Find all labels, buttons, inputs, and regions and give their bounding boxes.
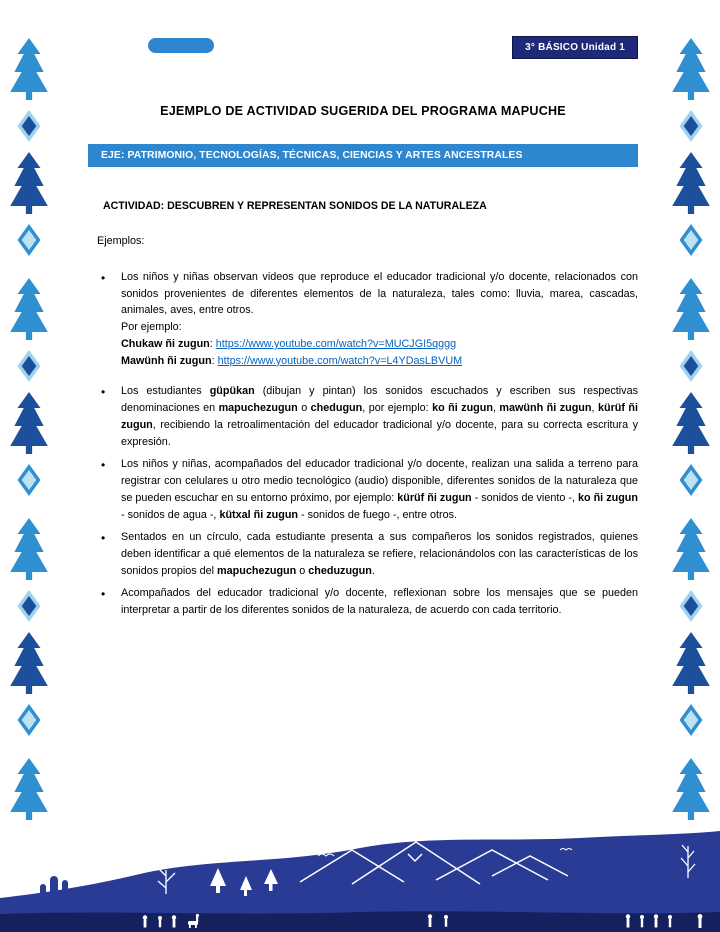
text-segment: Chukaw ñi zugun: [121, 337, 210, 350]
text-segment: kürüf ñi zugun: [397, 491, 472, 504]
activity-bullet: [97, 269, 638, 369]
text-segment: mawünh ñi zugun: [499, 402, 592, 415]
text-segment: Los estudiantes: [121, 385, 210, 398]
text-segment: Sentados en un círculo, cada estudiante presenta a sus compañeros los sonidos registrados, quienes deben identificar a qué elementos de la naturaleza se refiere, relacionándolos con las características de los sonidos propios del: [121, 531, 638, 577]
text-segment: :: [211, 354, 218, 367]
text-segment: (dibujan y pintan) los sonidos escuchados y escriben sus respectivas denominaciones en: [121, 385, 638, 415]
right-decorative-border: [668, 34, 714, 828]
text-segment: mapuchezugun: [218, 402, 298, 415]
text-segment: Por ejemplo:: [121, 321, 182, 334]
text-segment: - sonidos de fuego -, entre otros.: [298, 508, 458, 521]
text-segment: ,: [492, 402, 500, 415]
decorative-ribbon: [148, 38, 214, 53]
activity-bullet: [97, 585, 638, 618]
text-segment: o: [297, 402, 311, 415]
text-segment: Mawünh ñi zugun: [121, 354, 212, 367]
activity-list: [97, 269, 638, 619]
activity-bullet: [97, 529, 638, 579]
youtube-link[interactable]: https://www.youtube.com/watch?v=MUCJGI5qggg: [215, 337, 457, 350]
text-segment: güpükan: [209, 385, 255, 398]
eje-banner: EJE: PATRIMONIO, TECNOLOGÍAS, TÉCNICAS, CIENCIAS Y ARTES ANCESTRALES: [88, 144, 638, 167]
text-segment: - sonidos de agua -,: [121, 508, 220, 521]
unit-badge: 3° BÁSICO Unidad 1: [512, 36, 638, 59]
text-segment: - sonidos de viento -,: [471, 491, 578, 504]
footer-ground: [0, 911, 720, 932]
text-segment: chedugun: [310, 402, 363, 415]
text-segment: cheduzugun: [308, 564, 372, 577]
youtube-link[interactable]: https://www.youtube.com/watch?v=L4YDasLBVUM: [217, 354, 463, 367]
text-segment: ,: [591, 402, 598, 415]
text-segment: :: [209, 337, 216, 350]
text-segment: , por ejemplo:: [362, 402, 433, 415]
text-segment: .: [371, 564, 375, 577]
text-segment: ko ñi zugun: [577, 491, 638, 504]
text-segment: ko ñi zugun: [432, 402, 493, 415]
activity-bullet: [97, 456, 638, 523]
text-segment: mapuchezugun: [217, 564, 297, 577]
text-segment: o: [296, 564, 309, 577]
text-segment: Los niños y niñas observan videos que reproduce el educador tradicional y/o docente, relacionados con sonidos provenientes de diferentes elementos de la naturaleza, tales como: lluvia, marea, cascadas, animales, aves, entre otros.: [121, 271, 638, 317]
examples-label: Ejemplos:: [97, 235, 145, 247]
page-title: EJEMPLO DE ACTIVIDAD SUGERIDA DEL PROGRAMA MAPUCHE: [160, 104, 566, 118]
text-segment: Los niños y niñas, acompañados del educador tradicional y/o docente, realizan una salida a terreno para registrar con celulares u otro medio tecnológico (audio) disponible, diferentes sonidos de la naturaleza que se pueden escuchar en su entorno próximo, por ejemplo:: [121, 458, 638, 504]
footer-landscape-illustration: [0, 824, 720, 932]
text-segment: kütxal ñi zugun: [219, 508, 299, 521]
text-segment: , recibiendo la retroalimentación del educador tradicional y/o docente, para su correcta escritura y expresión.: [121, 418, 638, 448]
document-content: [88, 104, 638, 625]
text-segment: kürüf ñi zugun: [121, 402, 639, 431]
text-segment: Acompañados del educador tradicional y/o docente, reflexionan sobre los mensajes que se pueden interpretar a partir de los diferentes sonidos de la naturaleza, de acuerdo con cada territorio.: [121, 587, 638, 617]
left-decorative-border: [6, 34, 52, 828]
activity-title: ACTIVIDAD: DESCUBREN Y REPRESENTAN SONIDOS DE LA NATURALEZA: [103, 200, 487, 212]
activity-bullet: [97, 383, 638, 450]
